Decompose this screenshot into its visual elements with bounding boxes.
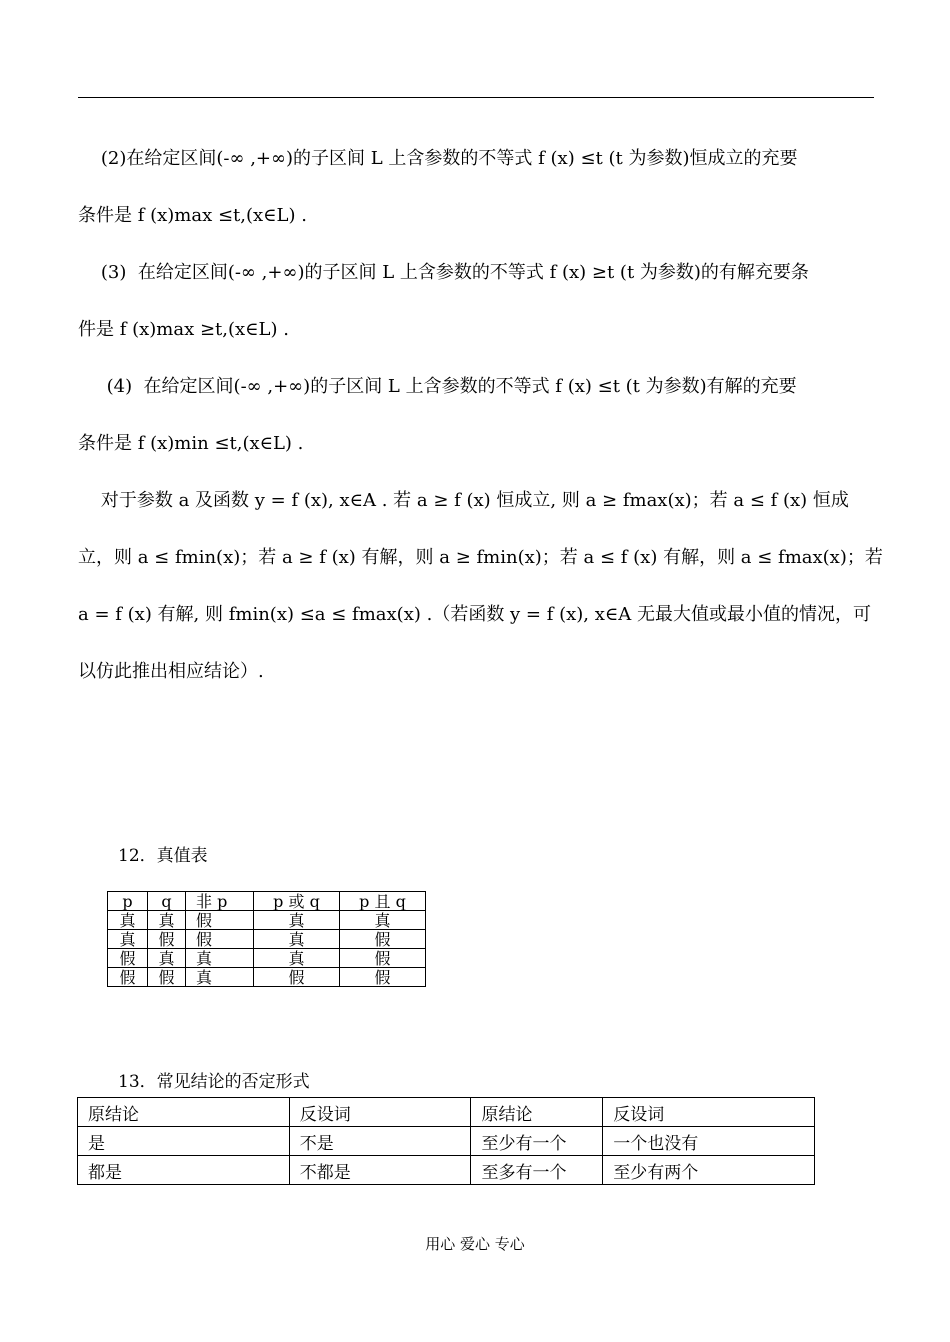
paragraph-line: (2)在给定区间(-∞ ,+∞)的子区间 L 上含参数的不等式 f (x) ≤t (t 为参数)恒成立的充要 [78,148,798,169]
table-header-cell: 非 p [186,892,254,911]
table-header-cell: 反设词 [289,1098,471,1127]
table-cell: 真 [186,968,254,987]
table-cell: 至少有一个 [471,1127,603,1156]
table-cell: 真 [186,949,254,968]
negation-table-heading: 13．常见结论的否定形式 [118,1072,310,1092]
paragraph-line: 条件是 f (x)min ≤t,(x∈L) . [78,433,304,454]
table-cell: 假 [148,968,186,987]
table-cell: 假 [108,968,148,987]
table-cell: 假 [340,930,426,949]
table-header-cell: p 或 q [254,892,340,911]
table-header-cell: 反设词 [603,1098,815,1127]
table-cell: 都是 [78,1156,290,1185]
table-cell: 真 [108,911,148,930]
table-row [108,911,426,930]
table-header-cell: p 且 q [340,892,426,911]
table-cell: 真 [254,911,340,930]
table-cell: 不都是 [289,1156,471,1185]
paragraph-line: 条件是 f (x)max ≤t,(x∈L) . [78,205,307,226]
paragraph-line: 件是 f (x)max ≥t,(x∈L) . [78,319,289,340]
table-row [78,1127,815,1156]
paragraph-line: 立，则 a ≤ fmin(x)；若 a ≥ f (x) 有解，则 a ≥ fmin(x)；若 a ≤ f (x) 有解，则 a ≤ fmax(x)；若 [78,547,883,568]
table-row [108,968,426,987]
table-cell: 真 [148,949,186,968]
table-cell: 假 [186,911,254,930]
table-header-cell: 原结论 [78,1098,290,1127]
table-cell: 真 [254,930,340,949]
table-cell: 真 [148,911,186,930]
table-cell: 假 [108,949,148,968]
table-cell: 假 [254,968,340,987]
paragraph-line: a = f (x) 有解, 则 fmin(x) ≤a ≤ fmax(x) .（若函数 y = f (x), x∈A 无最大值或最小值的情况，可 [78,604,871,625]
table-cell: 真 [254,949,340,968]
truth-table [107,891,426,987]
paragraph-line: (3) 在给定区间(-∞ ,+∞)的子区间 L 上含参数的不等式 f (x) ≥t (t 为参数)的有解充要条 [78,262,809,283]
table-header-cell: 原结论 [471,1098,603,1127]
table-cell: 至多有一个 [471,1156,603,1185]
table-header-row [78,1098,815,1127]
table-cell: 是 [78,1127,290,1156]
table-cell: 假 [186,930,254,949]
table-cell: 一个也没有 [603,1127,815,1156]
page-footer: 用心 爱心 专心 [425,1235,525,1253]
table-cell: 假 [148,930,186,949]
table-row [108,930,426,949]
table-header-cell: q [148,892,186,911]
negation-table [77,1097,815,1185]
table-row [78,1156,815,1185]
table-row [108,949,426,968]
truth-table-heading: 12．真值表 [118,846,208,866]
table-cell: 真 [108,930,148,949]
table-cell: 不是 [289,1127,471,1156]
paragraph-line: 对于参数 a 及函数 y = f (x), x∈A . 若 a ≥ f (x) 恒成立, 则 a ≥ fmax(x)；若 a ≤ f (x) 恒成 [78,490,849,511]
table-cell: 假 [340,949,426,968]
table-cell: 真 [340,911,426,930]
table-cell: 假 [340,968,426,987]
paragraph-line: 以仿此推出相应结论）. [78,661,264,682]
table-header-cell: p [108,892,148,911]
paragraph-line: (4) 在给定区间(-∞ ,+∞)的子区间 L 上含参数的不等式 f (x) ≤t (t 为参数)有解的充要 [78,376,797,397]
header-rule [78,97,874,98]
table-header-row [108,892,426,911]
table-cell: 至少有两个 [603,1156,815,1185]
